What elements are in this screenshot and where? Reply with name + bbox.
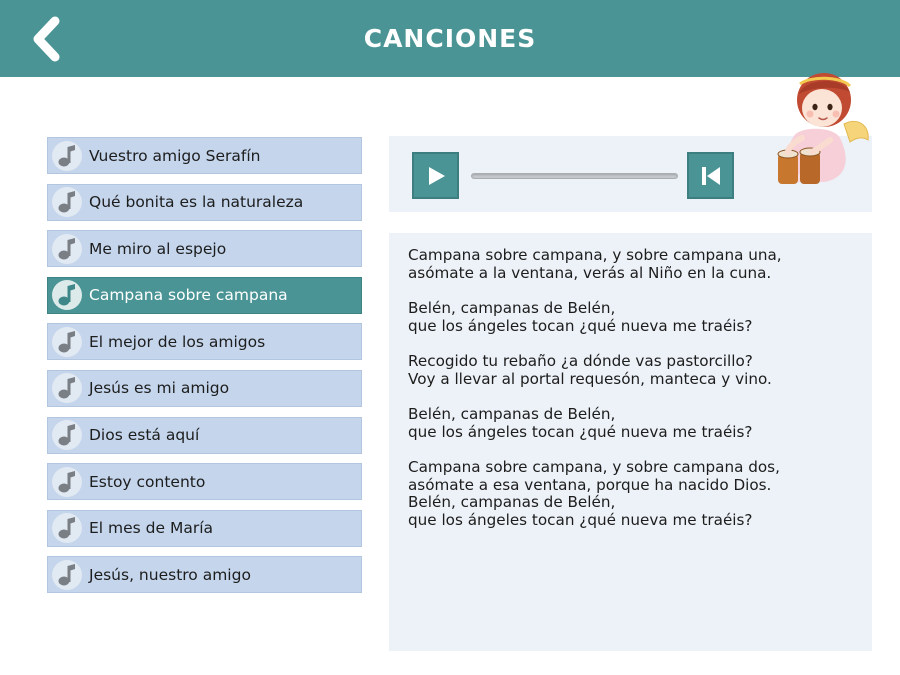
lyrics-line: que los ángeles tocan ¿qué nueva me traéis?: [408, 510, 753, 529]
lyrics-stanza: [408, 459, 872, 529]
song-title: El mes de María: [89, 519, 214, 538]
song-item[interactable]: [47, 323, 362, 360]
song-title: Estoy contento: [89, 472, 206, 491]
music-note-icon: [52, 141, 82, 171]
lyrics-line: asómate a esa ventana, porque ha nacido Dios.: [408, 475, 772, 494]
song-item[interactable]: [47, 370, 362, 407]
play-button[interactable]: [412, 152, 459, 199]
page-title: CANCIONES: [363, 24, 537, 53]
lyrics-line: asómate a la ventana, verás al Niño en la cuna.: [408, 263, 772, 282]
lyrics-stanza: [408, 300, 872, 335]
play-icon: [425, 165, 447, 187]
song-item[interactable]: [47, 230, 362, 267]
song-item[interactable]: [47, 277, 362, 314]
lyrics-line: Belén, campanas de Belén,: [408, 405, 616, 423]
song-title: Qué bonita es la naturaleza: [89, 193, 304, 212]
song-item[interactable]: [47, 463, 362, 500]
song-title: Vuestro amigo Serafín: [89, 146, 261, 165]
music-note-icon: [52, 327, 82, 357]
skip-back-icon: [699, 164, 723, 188]
angel-drummer-illustration: [752, 66, 872, 190]
lyrics-line: Campana sobre campana, y sobre campana dos,: [408, 458, 780, 476]
music-note-icon: [52, 373, 82, 403]
song-title: Jesús, nuestro amigo: [89, 565, 251, 584]
lyrics-line: Voy a llevar al portal requesón, manteca y vino.: [408, 369, 772, 388]
lyrics-line: que los ángeles tocan ¿qué nueva me traéis?: [408, 422, 753, 441]
lyrics-line: Belén, campanas de Belén,: [408, 493, 616, 511]
lyrics-line: que los ángeles tocan ¿qué nueva me traéis?: [408, 316, 753, 335]
song-item[interactable]: [47, 510, 362, 547]
song-item[interactable]: [47, 417, 362, 454]
music-note-icon: [52, 234, 82, 264]
lyrics-line: Belén, campanas de Belén,: [408, 299, 616, 317]
restart-button[interactable]: [687, 152, 734, 199]
lyrics-line: Recogido tu rebaño ¿a dónde vas pastorcillo?: [408, 352, 753, 370]
song-item[interactable]: [47, 556, 362, 593]
song-title: Dios está aquí: [89, 426, 200, 445]
lyrics-stanza: [408, 353, 872, 388]
song-item[interactable]: [47, 184, 362, 221]
song-title: Me miro al espejo: [89, 239, 227, 258]
song-list: [47, 137, 362, 603]
music-note-icon: [52, 280, 82, 310]
lyrics-stanza: [408, 247, 872, 282]
music-note-icon: [52, 560, 82, 590]
music-note-icon: [52, 467, 82, 497]
chevron-left-icon: [29, 16, 63, 62]
back-button[interactable]: [24, 14, 68, 64]
song-title: Jesús es mi amigo: [89, 379, 230, 398]
lyrics-line: Campana sobre campana, y sobre campana una,: [408, 246, 782, 264]
progress-bar[interactable]: [471, 173, 678, 179]
lyrics-panel: [389, 233, 872, 651]
music-note-icon: [52, 187, 82, 217]
song-title: El mejor de los amigos: [89, 332, 266, 351]
music-note-icon: [52, 513, 82, 543]
lyrics-stanza: [408, 406, 872, 441]
music-note-icon: [52, 420, 82, 450]
song-item[interactable]: [47, 137, 362, 174]
song-title: Campana sobre campana: [89, 286, 288, 305]
